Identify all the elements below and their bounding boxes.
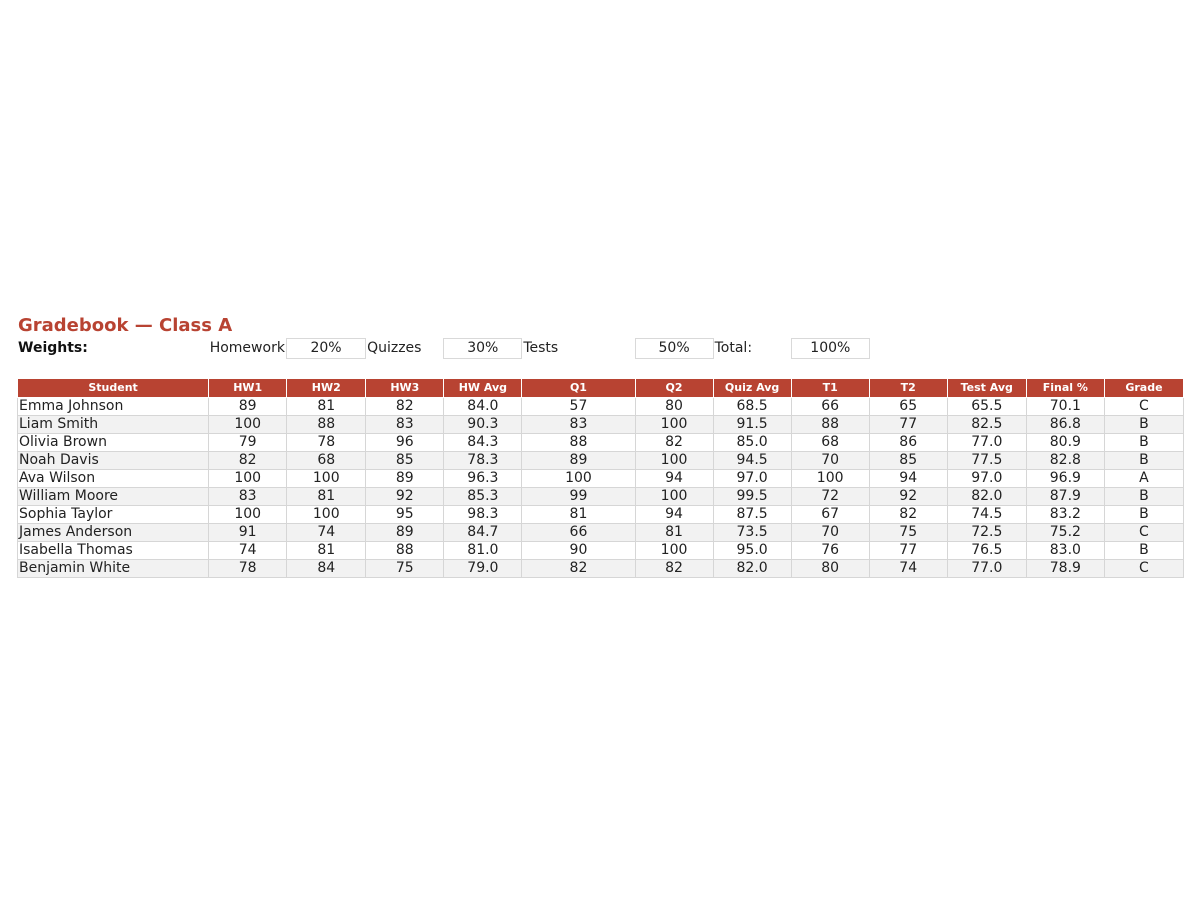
student-name-cell[interactable]: Sophia Taylor — [18, 506, 209, 524]
score-cell-hw2[interactable]: 74 — [287, 524, 366, 542]
score-cell-final-percent[interactable]: 75.2 — [1026, 524, 1104, 542]
score-cell-q2[interactable]: 100 — [635, 452, 713, 470]
score-cell-test-avg[interactable]: 74.5 — [947, 506, 1026, 524]
score-cell-grade[interactable]: B — [1104, 542, 1183, 560]
score-cell-hw2[interactable]: 81 — [287, 542, 366, 560]
score-cell-hw1[interactable]: 100 — [209, 416, 287, 434]
column-header-quiz-avg[interactable]: Quiz Avg — [713, 379, 791, 398]
score-cell-hw2[interactable]: 78 — [287, 434, 366, 452]
table-row — [18, 452, 1184, 470]
score-cell-hw1[interactable]: 78 — [209, 560, 287, 578]
table-row — [18, 398, 1184, 416]
score-cell-quiz-avg[interactable]: 82.0 — [713, 560, 791, 578]
tests-weight-label: Tests — [523, 340, 559, 356]
score-cell-q1[interactable]: 88 — [522, 434, 635, 452]
score-cell-hw3[interactable]: 95 — [366, 506, 444, 524]
score-cell-t2[interactable]: 82 — [869, 506, 947, 524]
score-cell-hw1[interactable]: 100 — [209, 470, 287, 488]
score-cell-t2[interactable]: 92 — [869, 488, 947, 506]
score-cell-q2[interactable]: 94 — [635, 506, 713, 524]
score-cell-final-percent[interactable]: 80.9 — [1026, 434, 1104, 452]
student-name-cell[interactable]: Benjamin White — [18, 560, 209, 578]
score-cell-hw3[interactable]: 75 — [366, 560, 444, 578]
score-cell-final-percent[interactable]: 82.8 — [1026, 452, 1104, 470]
score-cell-t2[interactable]: 77 — [869, 416, 947, 434]
score-cell-final-percent[interactable]: 83.0 — [1026, 542, 1104, 560]
score-cell-test-avg[interactable]: 77.5 — [947, 452, 1026, 470]
score-cell-hw3[interactable]: 82 — [366, 398, 444, 416]
score-cell-hw-avg[interactable]: 85.3 — [444, 488, 522, 506]
score-cell-t2[interactable]: 94 — [869, 470, 947, 488]
student-name-cell[interactable]: Isabella Thomas — [18, 542, 209, 560]
column-header-q1[interactable]: Q1 — [522, 379, 635, 398]
score-cell-q1[interactable]: 83 — [522, 416, 635, 434]
score-cell-q1[interactable]: 89 — [522, 452, 635, 470]
score-cell-hw3[interactable]: 92 — [366, 488, 444, 506]
score-cell-grade[interactable]: C — [1104, 560, 1183, 578]
homework-weight-label: Homework — [209, 340, 285, 356]
score-cell-t1[interactable]: 67 — [791, 506, 869, 524]
score-cell-quiz-avg[interactable]: 97.0 — [713, 470, 791, 488]
score-cell-final-percent[interactable]: 87.9 — [1026, 488, 1104, 506]
grades-table — [17, 378, 1184, 578]
score-cell-t1[interactable]: 88 — [791, 416, 869, 434]
score-cell-hw1[interactable]: 100 — [209, 506, 287, 524]
column-header-grade[interactable]: Grade — [1104, 379, 1183, 398]
score-cell-hw-avg[interactable]: 84.0 — [444, 398, 522, 416]
score-cell-q1[interactable]: 81 — [522, 506, 635, 524]
score-cell-test-avg[interactable]: 77.0 — [947, 560, 1026, 578]
table-row — [18, 524, 1184, 542]
table-row — [18, 560, 1184, 578]
score-cell-hw-avg[interactable]: 84.3 — [444, 434, 522, 452]
table-row — [18, 416, 1184, 434]
score-cell-grade[interactable]: B — [1104, 488, 1183, 506]
table-row — [18, 506, 1184, 524]
column-header-hw2[interactable]: HW2 — [287, 379, 366, 398]
table-row — [18, 470, 1184, 488]
score-cell-q2[interactable]: 94 — [635, 470, 713, 488]
table-row — [18, 434, 1184, 452]
student-name-cell[interactable]: Noah Davis — [18, 452, 209, 470]
score-cell-hw3[interactable]: 89 — [366, 470, 444, 488]
score-cell-hw3[interactable]: 85 — [366, 452, 444, 470]
score-cell-t2[interactable]: 74 — [869, 560, 947, 578]
score-cell-q1[interactable]: 90 — [522, 542, 635, 560]
score-cell-q2[interactable]: 100 — [635, 416, 713, 434]
score-cell-t2[interactable]: 75 — [869, 524, 947, 542]
score-cell-grade[interactable]: A — [1104, 470, 1183, 488]
score-cell-quiz-avg[interactable]: 91.5 — [713, 416, 791, 434]
score-cell-test-avg[interactable]: 97.0 — [947, 470, 1026, 488]
score-cell-final-percent[interactable]: 78.9 — [1026, 560, 1104, 578]
spacer-row — [17, 359, 1184, 379]
score-cell-hw-avg[interactable]: 78.3 — [444, 452, 522, 470]
column-header-final-percent[interactable]: Final % — [1026, 379, 1104, 398]
empty-cell — [869, 339, 947, 359]
score-cell-hw2[interactable]: 84 — [287, 560, 366, 578]
score-cell-q2[interactable]: 82 — [635, 560, 713, 578]
score-cell-final-percent[interactable]: 96.9 — [1026, 470, 1104, 488]
score-cell-hw3[interactable]: 88 — [366, 542, 444, 560]
score-cell-q2[interactable]: 100 — [635, 488, 713, 506]
total-weight-cell[interactable]: 100% — [791, 339, 869, 359]
score-cell-final-percent[interactable]: 86.8 — [1026, 416, 1104, 434]
score-cell-hw2[interactable]: 81 — [287, 398, 366, 416]
score-cell-hw2[interactable]: 81 — [287, 488, 366, 506]
score-cell-hw2[interactable]: 100 — [287, 506, 366, 524]
score-cell-hw-avg[interactable]: 96.3 — [444, 470, 522, 488]
score-cell-q1[interactable]: 100 — [522, 470, 635, 488]
score-cell-q2[interactable]: 81 — [635, 524, 713, 542]
score-cell-quiz-avg[interactable]: 85.0 — [713, 434, 791, 452]
total-weight-label: Total: — [714, 340, 753, 356]
score-cell-q2[interactable]: 82 — [635, 434, 713, 452]
score-cell-hw2[interactable]: 88 — [287, 416, 366, 434]
score-cell-final-percent[interactable]: 83.2 — [1026, 506, 1104, 524]
score-cell-test-avg[interactable]: 76.5 — [947, 542, 1026, 560]
column-header-hw1[interactable]: HW1 — [209, 379, 287, 398]
student-name-cell[interactable]: Emma Johnson — [18, 398, 209, 416]
quizzes-weight-label: Quizzes — [367, 340, 422, 356]
score-cell-hw-avg[interactable]: 98.3 — [444, 506, 522, 524]
column-header-t1[interactable]: T1 — [791, 379, 869, 398]
score-cell-q1[interactable]: 82 — [522, 560, 635, 578]
page-title: Gradebook — Class A — [18, 315, 233, 336]
score-cell-hw3[interactable]: 96 — [366, 434, 444, 452]
empty-cell — [1105, 339, 1184, 359]
score-cell-t1[interactable]: 76 — [791, 542, 869, 560]
gradebook-sheet — [17, 314, 1184, 578]
score-cell-quiz-avg[interactable]: 68.5 — [713, 398, 791, 416]
score-cell-q1[interactable]: 99 — [522, 488, 635, 506]
score-cell-t1[interactable]: 80 — [791, 560, 869, 578]
score-cell-hw2[interactable]: 68 — [287, 452, 366, 470]
score-cell-t2[interactable]: 86 — [869, 434, 947, 452]
score-cell-grade[interactable]: B — [1104, 452, 1183, 470]
score-cell-t1[interactable]: 70 — [791, 452, 869, 470]
table-row — [18, 488, 1184, 506]
score-cell-hw3[interactable]: 83 — [366, 416, 444, 434]
score-cell-t1[interactable]: 72 — [791, 488, 869, 506]
score-cell-hw-avg[interactable]: 84.7 — [444, 524, 522, 542]
score-cell-grade[interactable]: C — [1104, 524, 1183, 542]
score-cell-test-avg[interactable]: 82.5 — [947, 416, 1026, 434]
score-cell-test-avg[interactable]: 77.0 — [947, 434, 1026, 452]
score-cell-hw1[interactable]: 74 — [209, 542, 287, 560]
score-cell-test-avg[interactable]: 82.0 — [947, 488, 1026, 506]
score-cell-hw1[interactable]: 79 — [209, 434, 287, 452]
score-cell-t2[interactable]: 85 — [869, 452, 947, 470]
score-cell-t1[interactable]: 100 — [791, 470, 869, 488]
grades-body — [18, 398, 1184, 578]
score-cell-q1[interactable]: 66 — [522, 524, 635, 542]
score-cell-hw2[interactable]: 100 — [287, 470, 366, 488]
score-cell-q1[interactable]: 57 — [522, 398, 635, 416]
score-cell-hw1[interactable]: 89 — [209, 398, 287, 416]
score-cell-quiz-avg[interactable]: 87.5 — [713, 506, 791, 524]
column-header-t2[interactable]: T2 — [869, 379, 947, 398]
homework-weight-cell[interactable]: 20% — [286, 339, 365, 359]
score-cell-t2[interactable]: 65 — [869, 398, 947, 416]
score-cell-hw-avg[interactable]: 79.0 — [444, 560, 522, 578]
score-cell-quiz-avg[interactable]: 95.0 — [713, 542, 791, 560]
empty-cell — [1027, 339, 1105, 359]
score-cell-q2[interactable]: 100 — [635, 542, 713, 560]
score-cell-hw-avg[interactable]: 90.3 — [444, 416, 522, 434]
column-header-hw-avg[interactable]: HW Avg — [444, 379, 522, 398]
score-cell-quiz-avg[interactable]: 99.5 — [713, 488, 791, 506]
tests-weight-cell[interactable]: 50% — [635, 339, 713, 359]
empty-cell — [948, 339, 1027, 359]
score-cell-grade[interactable]: C — [1104, 398, 1183, 416]
student-name-cell[interactable]: Olivia Brown — [18, 434, 209, 452]
student-name-cell[interactable]: William Moore — [18, 488, 209, 506]
score-cell-quiz-avg[interactable]: 94.5 — [713, 452, 791, 470]
score-cell-final-percent[interactable]: 70.1 — [1026, 398, 1104, 416]
score-cell-t2[interactable]: 77 — [869, 542, 947, 560]
table-row — [18, 542, 1184, 560]
student-name-cell[interactable]: James Anderson — [18, 524, 209, 542]
score-cell-grade[interactable]: B — [1104, 416, 1183, 434]
score-cell-t1[interactable]: 66 — [791, 398, 869, 416]
score-cell-q2[interactable]: 80 — [635, 398, 713, 416]
column-header-student[interactable]: Student — [18, 379, 209, 398]
header-row — [18, 379, 1184, 398]
column-header-test-avg[interactable]: Test Avg — [947, 379, 1026, 398]
score-cell-t1[interactable]: 70 — [791, 524, 869, 542]
score-cell-t1[interactable]: 68 — [791, 434, 869, 452]
column-header-hw3[interactable]: HW3 — [366, 379, 444, 398]
score-cell-hw3[interactable]: 89 — [366, 524, 444, 542]
student-name-cell[interactable]: Ava Wilson — [18, 470, 209, 488]
student-name-cell[interactable]: Liam Smith — [18, 416, 209, 434]
quizzes-weight-cell[interactable]: 30% — [444, 339, 522, 359]
score-cell-test-avg[interactable]: 72.5 — [947, 524, 1026, 542]
weights-row — [17, 338, 1184, 378]
score-cell-test-avg[interactable]: 65.5 — [947, 398, 1026, 416]
score-cell-grade[interactable]: B — [1104, 506, 1183, 524]
column-header-q2[interactable]: Q2 — [635, 379, 713, 398]
score-cell-hw-avg[interactable]: 81.0 — [444, 542, 522, 560]
score-cell-grade[interactable]: B — [1104, 434, 1183, 452]
weights-label: Weights: — [18, 340, 88, 356]
score-cell-hw1[interactable]: 82 — [209, 452, 287, 470]
score-cell-hw1[interactable]: 91 — [209, 524, 287, 542]
score-cell-quiz-avg[interactable]: 73.5 — [713, 524, 791, 542]
score-cell-hw1[interactable]: 83 — [209, 488, 287, 506]
